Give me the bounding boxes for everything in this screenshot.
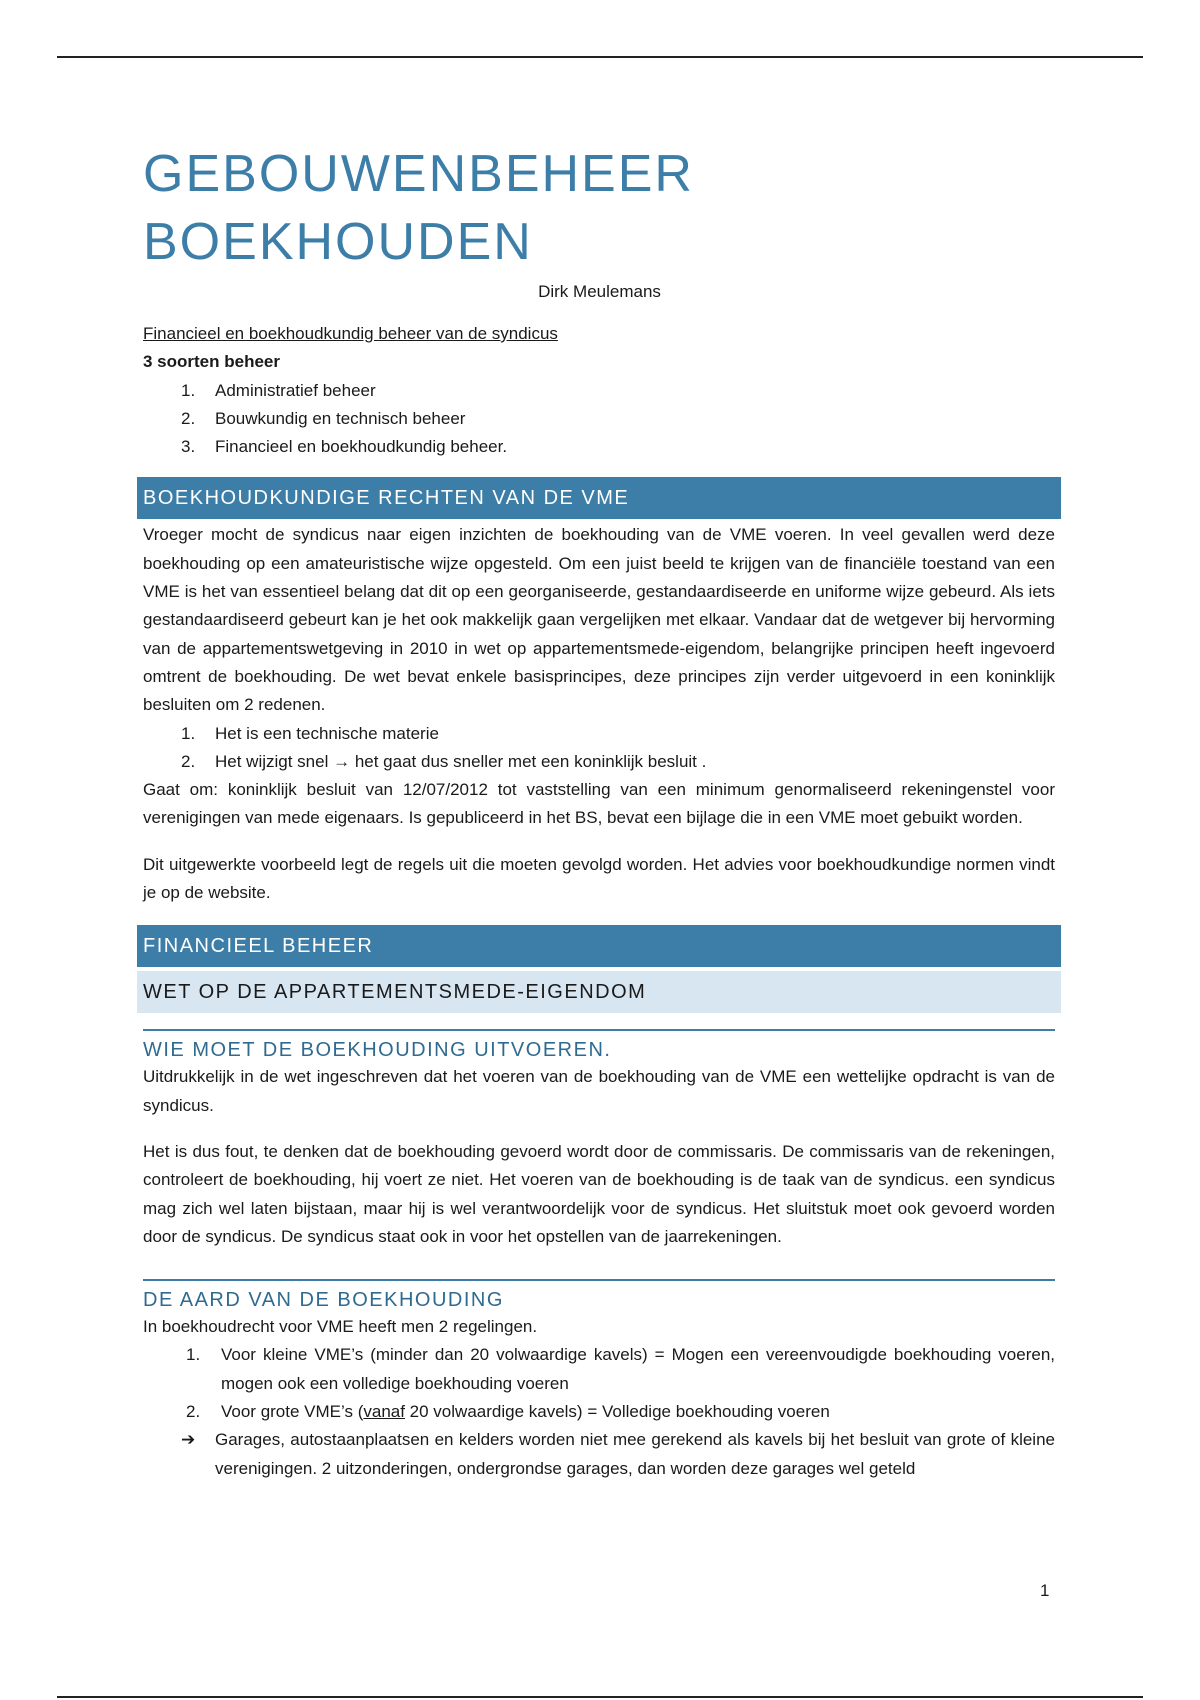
rights-paragraph-2: Gaat om: koninklijk besluit van 12/07/2012 tot vaststelling van een minimum genormaliseerd rekeningenstel voor verenigingen van mede eigenaars. Is gepubliceerd in het BS, bevat een bijlage die in een VME moet gebuikt worden. — [143, 780, 1055, 828]
title-line-1: GEBOUWENBEHEER — [143, 145, 694, 203]
heading-who-keeps-books: WIE MOET DE BOEKHOUDING UITVOEREN. — [143, 1029, 1055, 1063]
list-item: 2. Voor grote VME’s (vanaf 20 volwaardige kavels) = Volledige boekhouding voeren — [186, 1402, 830, 1422]
list-item: 1. Het is een technische materie — [181, 723, 439, 743]
reasons-list — [143, 720, 1055, 777]
arrow-icon: ➔ — [181, 1430, 196, 1450]
rights-paragraph-3: Dit uitgewerkte voorbeeld legt de regels uit die moeten gevolgd worden. Het advies voor boekhoudkundige normen vindt je op de website. — [143, 854, 1055, 903]
rules-list — [143, 1341, 1055, 1482]
heading-nature-of-books: DE AARD VAN DE BOEKHOUDING — [143, 1279, 1055, 1313]
list-item: 1. Voor kleine VME’s (minder dan 20 volwaardige kavels) = Mogen een vereenvoudigde boekhouding voeren, mogen ook een volledige boekhouding voeren — [186, 1345, 1055, 1393]
list-item: ➔ Garages, autostaanplaatsen en kelders worden niet mee gerekend als kavels bij het besluit van grote of kleine verenigingen. 2 uitzonderingen, ondergrondse garages, dan worden deze garages wel geteld — [143, 1426, 1055, 1483]
section-heading-rights: BOEKHOUDKUNDIGE RECHTEN VAN DE VME — [137, 477, 1061, 519]
document-page — [143, 140, 1055, 1483]
nature-paragraph-1: In boekhoudrecht voor VME heeft men 2 regelingen. — [143, 1317, 538, 1337]
list-item: 1. Administratief beheer — [181, 380, 376, 400]
header-rule — [57, 56, 1143, 58]
who-paragraph-2: Het is dus fout, te denken dat de boekhouding gevoerd wordt door de commissaris. De commissaris van de rekeningen, controleert de boekhouding, hij voert ze niet. Het voeren van de boekhouding is de taak van de syndicus. een syndicus mag zich wel laten bijstaan, maar hij is wel verantwoordelijk voor de syndicus. Het sluitstuk moet ook gevoerd worden door de syndicus. De syndicus staat ook in voor het opstellen van de jaarrekeningen. — [143, 1141, 1055, 1246]
footer-rule — [57, 1696, 1143, 1698]
rights-paragraph-1: Vroeger mocht de syndicus naar eigen inzichten de boekhouding van de VME voeren. In veel gevallen werd deze boekhouding op een amateuristische wijze opgesteld. Om een juist beeld te krijgen van de financiële toestand van een VME is het van essentieel belang dat dit op een georganiseerde, gestandaardiseerde en uniforme wijze gebeurd. Als iets gestandaardiseerd gebeurt kan je het ook makkelijk gaan vergelijken met elkaar. Vandaar dat de wetgever bij hervorming van de appartementswetgeving in 2010 in wet op appartementsmede-eigendom, belangrijke principen heeft ingevoerd omtrent de boekhouding. De wet bevat enkele basisprincipes, deze principes zijn verder uitgevoerd in een koninklijk besluiten om 2 redenen. — [143, 525, 1055, 715]
title-line-2: BOEKHOUDEN — [143, 213, 533, 271]
page-number: 1 — [1040, 1581, 1050, 1600]
who-paragraph-1: Uitdrukkelijk in de wet ingeschreven dat het voeren van de boekhouding van de VME een wettelijke opdracht is van de syndicus. — [143, 1067, 1055, 1115]
list-item: 3. Financieel en boekhoudkundig beheer. — [181, 437, 508, 457]
document-title — [143, 140, 1055, 276]
types-heading: 3 soorten beheer — [143, 352, 280, 372]
section-heading-financial: FINANCIEEL BEHEER — [137, 925, 1061, 967]
list-item: 2. Bouwkundig en technisch beheer — [181, 408, 466, 428]
subsection-heading-law: WET OP DE APPARTEMENTSMEDE-EIGENDOM — [137, 971, 1061, 1013]
intro-subtitle: Financieel en boekhoudkundig beheer van de syndicus — [143, 324, 558, 343]
list-item: 2. Het wijzigt snel → het gaat dus sneller met een koninklijk besluit . — [181, 751, 707, 771]
author: Dirk Meulemans — [538, 282, 661, 301]
types-list — [143, 377, 1055, 462]
